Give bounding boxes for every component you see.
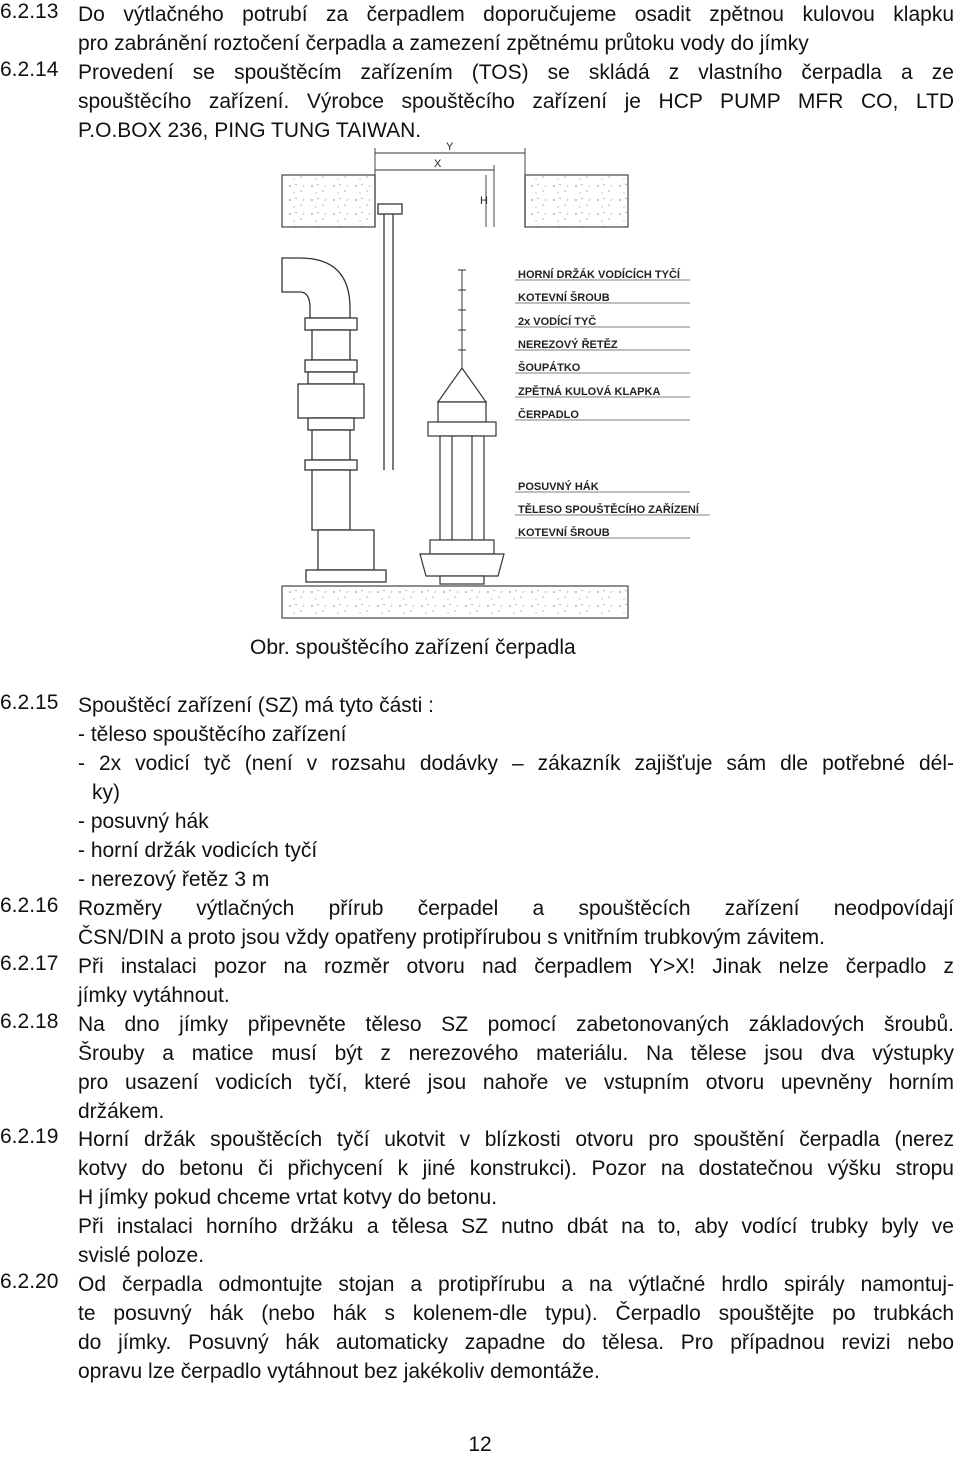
text-line: Při instalaci pozor na rozměr otvoru nad čerpadlem Y>X! Jinak nelze čerpadlo z (78, 955, 954, 978)
text-line: ČSN/DIN a proto jsou vždy opatřeny protipřírubou s vnitřním trubkovým závitem. (78, 926, 825, 949)
figure-caption: Obr. spouštěcího zařízení čerpadla (250, 636, 576, 659)
bullet-item: - nerezový řetěz 3 m (78, 868, 270, 891)
text-line: Do výtlačného potrubí za čerpadlem doporučujeme osadit zpětnou kulovou klapku (78, 3, 954, 26)
text-line: Při instalaci horního držáku a tělesa SZ nutno dbát na to, aby vodící trubky byly ve (78, 1215, 954, 1238)
bullet-item-continuation: ky) (92, 781, 120, 804)
item-number: 6.2.19 (0, 1125, 59, 1148)
text-line: Na dno jímky připevněte těleso SZ pomocí zabetonovaných základových šroubů. (78, 1013, 954, 1036)
installation-drawing (0, 140, 960, 640)
bullet-item: - těleso spouštěcího zařízení (78, 723, 347, 746)
text-line: Provedení se spouštěcím zařízením (TOS) se skládá z vlastního čerpadla a ze (78, 61, 954, 84)
part-label-anchor-bolt-bottom: KOTEVNÍ ŠROUB (518, 527, 610, 539)
item-number: 6.2.15 (0, 691, 59, 714)
item-number: 6.2.18 (0, 1010, 59, 1033)
text-line: jímky vytáhnout. (78, 984, 230, 1007)
item-6-2-15 (0, 691, 954, 894)
text-line: Od čerpadla odmontujte stojan a protipřírubu a na výtlačné hrdlo spirály namontuj- (78, 1273, 954, 1296)
text-line: P.O.BOX 236, PING TUNG TAIWAN. (78, 119, 422, 142)
item-6-2-16 (0, 894, 954, 952)
dim-h-label: H (480, 195, 488, 207)
bullet-item: - horní držák vodicích tyčí (78, 839, 318, 862)
discharge-pipe (282, 258, 386, 582)
text-line: pro usazení vodicích tyčí, které jsou nahoře ve vstupním otvoru upevněny horním (78, 1071, 954, 1094)
pump-body (420, 368, 504, 584)
part-label-sliding-hook: POSUVNÝ HÁK (518, 481, 599, 493)
text-line: svislé poloze. (78, 1244, 205, 1267)
text-line: Horní držák spouštěcích tyčí ukotvit v blízkosti otvoru pro spouštění čerpadla (nerez (78, 1128, 954, 1151)
item-number: 6.2.14 (0, 58, 59, 81)
item-6-2-17 (0, 952, 954, 1010)
section-title: Spouštěcí zařízení (SZ) má tyto části : (78, 694, 434, 717)
item-number: 6.2.17 (0, 952, 59, 975)
chain (458, 270, 466, 370)
item-6-2-14 (0, 58, 954, 145)
item-6-2-13 (0, 0, 954, 58)
text-line: spouštěcího zařízení. Výrobce spouštěcího zařízení je HCP PUMP MFR CO, LTD (78, 90, 954, 113)
part-label-upper-bracket: HORNÍ DRŽÁK VODÍCÍCH TYČÍ (518, 269, 680, 281)
part-label-anchor-bolt: KOTEVNÍ ŠROUB (518, 292, 610, 304)
part-label-check-valve: ZPĚTNÁ KULOVÁ KLAPKA (518, 386, 661, 398)
bullet-item: - posuvný hák (78, 810, 209, 833)
part-label-pump: ČERPADLO (518, 409, 579, 421)
text-line: H jímky pokud chceme vrtat kotvy do betonu. (78, 1186, 498, 1209)
text-line: Šrouby a matice musí být z nerezového materiálu. Na tělese jsou dva výstupky (78, 1042, 954, 1065)
item-number: 6.2.13 (0, 0, 59, 23)
ceiling-slab (282, 175, 628, 227)
part-label-base-body: TĚLESO SPOUŠTĚCÍHO ZAŘÍZENÍ (518, 504, 699, 516)
dim-y-label: Y (446, 141, 454, 153)
floor-slab (282, 586, 628, 618)
dimension-lines (375, 148, 525, 227)
text-line: kotvy do betonu či přichycení k jiné konstrukci). Pozor na dostatečnou výšku stropu (78, 1157, 954, 1180)
item-number: 6.2.20 (0, 1270, 59, 1293)
part-label-chain: NEREZOVÝ ŘETĚZ (518, 339, 618, 351)
item-6-2-20 (0, 1270, 954, 1386)
text-line: opravu lze čerpadlo vytáhnout bez jakékoliv demontáže. (78, 1360, 600, 1383)
item-6-2-19 (0, 1125, 954, 1270)
page-number: 12 (468, 1433, 492, 1456)
guide-rods (378, 204, 402, 470)
part-label-gate-valve: ŠOUPÁTKO (518, 362, 581, 374)
text-line: do jímky. Posuvný hák automaticky zapadne do tělesa. Pro případnou revizi nebo (78, 1331, 954, 1354)
item-number: 6.2.16 (0, 894, 59, 917)
part-label-guide-rods: 2x VODÍCÍ TYČ (518, 316, 597, 328)
dim-x-label: X (434, 158, 442, 170)
item-6-2-18 (0, 1010, 954, 1126)
text-line: držákem. (78, 1100, 165, 1123)
text-line: te posuvný hák (nebo hák s kolenem-dle typu). Čerpadlo spouštějte po trubkách (78, 1302, 954, 1325)
text-line: Rozměry výtlačných přírub čerpadel a spouštěcích zařízení neodpovídají (78, 897, 954, 920)
text-line: pro zabránění roztočení čerpadla a zamezení zpětnému průtoku vody do jímky (78, 32, 809, 55)
bullet-item: - 2x vodicí tyč (není v rozsahu dodávky – zákazník zajišťuje sám dle potřebné dél- (78, 752, 954, 775)
